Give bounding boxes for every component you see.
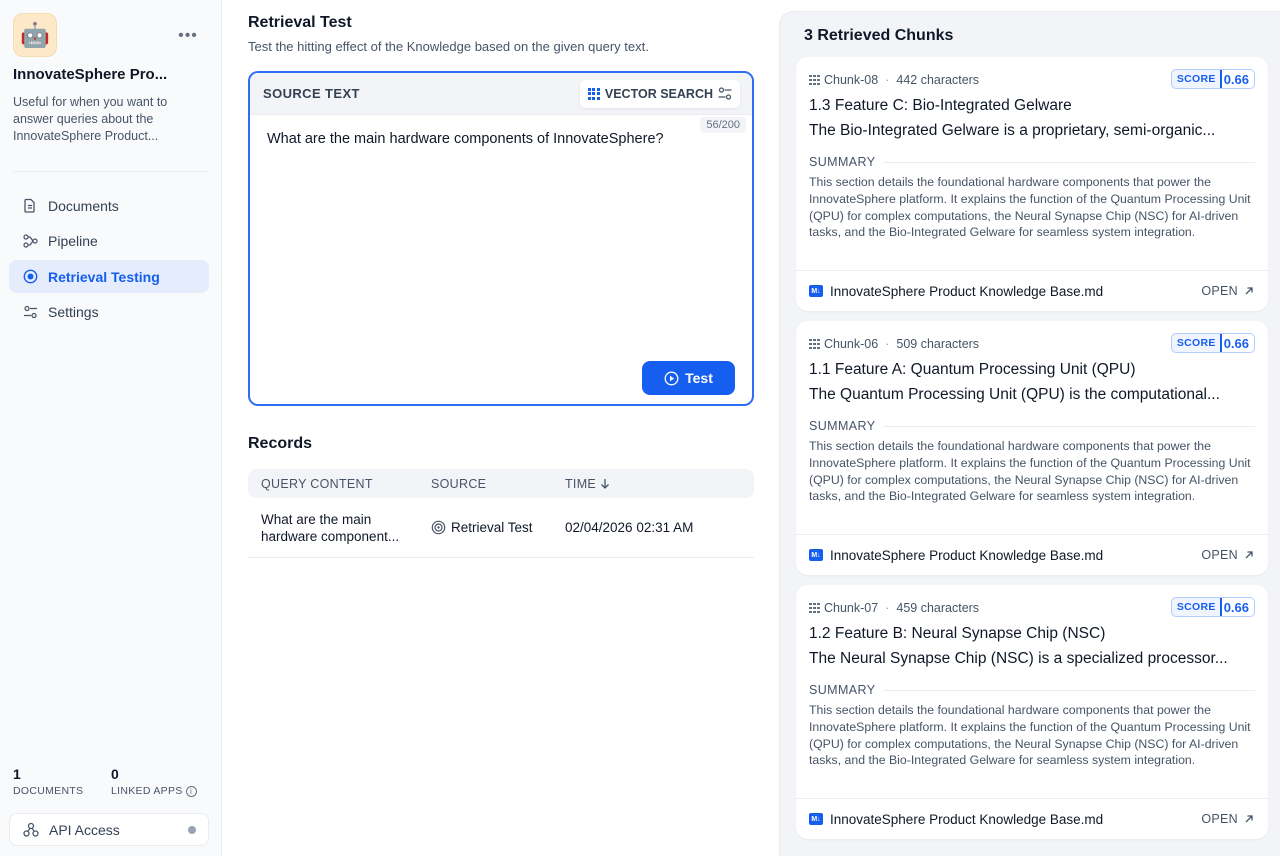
retrieved-chunks-title: 3 Retrieved Chunks	[804, 27, 954, 44]
page-title: Retrieval Test	[248, 14, 352, 31]
external-link-icon	[1244, 814, 1255, 825]
score-badge	[1171, 333, 1255, 353]
document-icon	[22, 198, 38, 214]
markdown-file-icon: M↓	[809, 285, 823, 297]
chunk-file-name: InnovateSphere Product Knowledge Base.md	[830, 283, 1104, 299]
chunk-footer	[796, 798, 1268, 839]
source-header	[250, 73, 752, 115]
adjust-icon	[718, 87, 732, 101]
summary-label: SUMMARY	[809, 683, 1255, 697]
documents-count: 1	[13, 766, 21, 782]
linked-apps-count: 0	[111, 766, 119, 782]
test-button-label: Test	[685, 370, 713, 386]
dataset-stats	[13, 766, 209, 797]
chunk-id: Chunk-07	[824, 601, 879, 615]
grid-icon	[588, 88, 600, 100]
chunk-footer	[796, 270, 1268, 311]
source-text-label: SOURCE TEXT	[263, 86, 360, 101]
sidebar-item-label: Pipeline	[48, 233, 98, 249]
summary-text: This section details the foundational hardware components that power the InnovateSphere platform. It explains the function of the Quantum Processing Unit (QPU) for complex computations, the Neural Synapse Chip (NSC) for AI-driven tasks, and the Bio-Integrated Gelware for seamless system integration.	[809, 175, 1251, 240]
score-label: SCORE	[1176, 337, 1216, 349]
info-icon[interactable]: i	[186, 786, 197, 797]
separator-dot: ·	[885, 73, 890, 87]
chunk-content: The Quantum Processing Unit (QPU) is the computational...	[809, 386, 1220, 403]
score-label: SCORE	[1176, 601, 1216, 613]
linked-apps-stat	[111, 766, 209, 797]
chunk-file-name: InnovateSphere Product Knowledge Base.md	[830, 547, 1104, 563]
play-icon	[664, 371, 679, 386]
chunk-chars: 459 characters	[896, 601, 980, 615]
external-link-icon	[1244, 550, 1255, 561]
sidebar-item-label: Documents	[48, 197, 119, 214]
chunk-chars: 509 characters	[896, 337, 980, 351]
summary-text: This section details the foundational hardware components that power the InnovateSphere platform. It explains the function of the Quantum Processing Unit (QPU) for complex computations, the Neural Synapse Chip (NSC) for AI-driven tasks, and the Bio-Integrated Gelware for seamless system integration.	[809, 439, 1251, 504]
header-source: SOURCE	[431, 476, 487, 491]
chunk-heading: 1.1 Feature A: Quantum Processing Unit (QPU)	[809, 361, 1136, 378]
sidebar-item-retrieval-testing[interactable]	[9, 260, 209, 293]
test-button[interactable]	[642, 361, 735, 395]
summary-text: This section details the foundational hardware components that power the InnovateSphere platform. It explains the function of the Quantum Processing Unit (QPU) for complex computations, the Neural Synapse Chip (NSC) for AI-driven tasks, and the Bio-Integrated Gelware for seamless system integration.	[809, 703, 1251, 768]
robot-icon[interactable]: 🤖	[13, 13, 57, 57]
retrieved-chunks-panel	[779, 11, 1280, 856]
sidebar-item-pipeline[interactable]	[9, 225, 209, 258]
separator-dot: ·	[885, 601, 890, 615]
score-value: 0.66	[1220, 70, 1254, 88]
chunk-file-name: InnovateSphere Product Knowledge Base.md	[830, 811, 1104, 827]
dataset-description: Useful for when you want to answer queries about the InnovateSphere Product...	[13, 95, 168, 143]
summary-label: SUMMARY	[809, 155, 1255, 169]
sidebar	[0, 0, 222, 856]
row-source: Retrieval Test	[431, 520, 565, 535]
open-link[interactable]: OPEN	[1201, 284, 1255, 298]
markdown-file-icon: M↓	[809, 813, 823, 825]
settings-icon	[22, 304, 38, 320]
more-options-icon[interactable]: •••	[178, 27, 198, 44]
source-text-box	[248, 71, 754, 406]
sidebar-item-documents[interactable]	[9, 189, 209, 222]
score-badge	[1171, 69, 1255, 89]
row-time: 02/04/2026 02:31 AM	[565, 520, 694, 535]
external-link-icon	[1244, 286, 1255, 297]
header-query-content: QUERY CONTENT	[261, 476, 373, 491]
search-mode-label: VECTOR SEARCH	[604, 86, 713, 101]
pipeline-icon	[22, 233, 38, 249]
dataset-name: InnovateSphere Pro...	[13, 66, 168, 83]
chunk-heading: 1.2 Feature B: Neural Synapse Chip (NSC)	[809, 625, 1106, 642]
chunk-meta	[809, 71, 1255, 89]
chunk-content: The Bio-Integrated Gelware is a proprietary, semi-organic...	[809, 122, 1216, 139]
api-icon	[23, 822, 39, 838]
documents-label: DOCUMENTS	[13, 785, 84, 797]
chunk-chars: 442 characters	[896, 73, 980, 87]
char-count: 56/200	[700, 117, 746, 133]
chunk-id: Chunk-08	[824, 73, 879, 87]
score-value: 0.66	[1220, 598, 1254, 616]
api-status-dot	[188, 826, 196, 834]
chunk-footer	[796, 534, 1268, 575]
chunk-grid-icon	[809, 339, 820, 350]
chunk-heading: 1.3 Feature C: Bio-Integrated Gelware	[809, 97, 1072, 114]
chunk-card[interactable]	[796, 585, 1268, 839]
linked-apps-label: LINKED APPS i	[111, 785, 209, 797]
chunk-id: Chunk-06	[824, 337, 879, 351]
records-title: Records	[248, 435, 313, 452]
documents-stat	[13, 766, 111, 797]
retrieval-icon	[431, 520, 446, 535]
chunk-card[interactable]	[796, 321, 1268, 575]
records-header	[248, 469, 754, 498]
records-table	[248, 469, 754, 558]
chunk-meta	[809, 335, 1255, 353]
api-access-button[interactable]	[9, 813, 209, 846]
summary-label: SUMMARY	[809, 419, 1255, 433]
sidebar-item-settings[interactable]	[9, 296, 209, 329]
api-access-label: API Access	[49, 821, 120, 838]
score-label: SCORE	[1176, 73, 1216, 85]
chunk-content: The Neural Synapse Chip (NSC) is a specialized processor...	[809, 650, 1228, 667]
arrow-down-icon	[600, 478, 610, 489]
row-query: What are the main hardware component...	[261, 511, 400, 544]
sidebar-item-label: Retrieval Testing	[48, 268, 160, 285]
open-link[interactable]: OPEN	[1201, 812, 1255, 826]
chunk-grid-icon	[809, 603, 820, 614]
sidebar-item-label: Settings	[48, 304, 99, 320]
vector-search-button[interactable]	[580, 80, 740, 108]
query-textarea[interactable]: What are the main hardware components of InnovateSphere?	[267, 131, 664, 147]
header-time[interactable]: TIME	[565, 477, 754, 491]
sidebar-nav	[9, 189, 209, 331]
chunk-card[interactable]	[796, 57, 1268, 311]
table-row[interactable]	[248, 498, 754, 558]
separator-dot: ·	[885, 337, 890, 351]
score-badge	[1171, 597, 1255, 617]
chunk-meta	[809, 599, 1255, 617]
page-subtitle: Test the hitting effect of the Knowledge based on the given query text.	[248, 39, 649, 54]
markdown-file-icon: M↓	[809, 549, 823, 561]
target-icon	[22, 269, 38, 285]
chunk-grid-icon	[809, 75, 820, 86]
sidebar-divider	[13, 171, 209, 172]
open-link[interactable]: OPEN	[1201, 548, 1255, 562]
score-value: 0.66	[1220, 334, 1254, 352]
